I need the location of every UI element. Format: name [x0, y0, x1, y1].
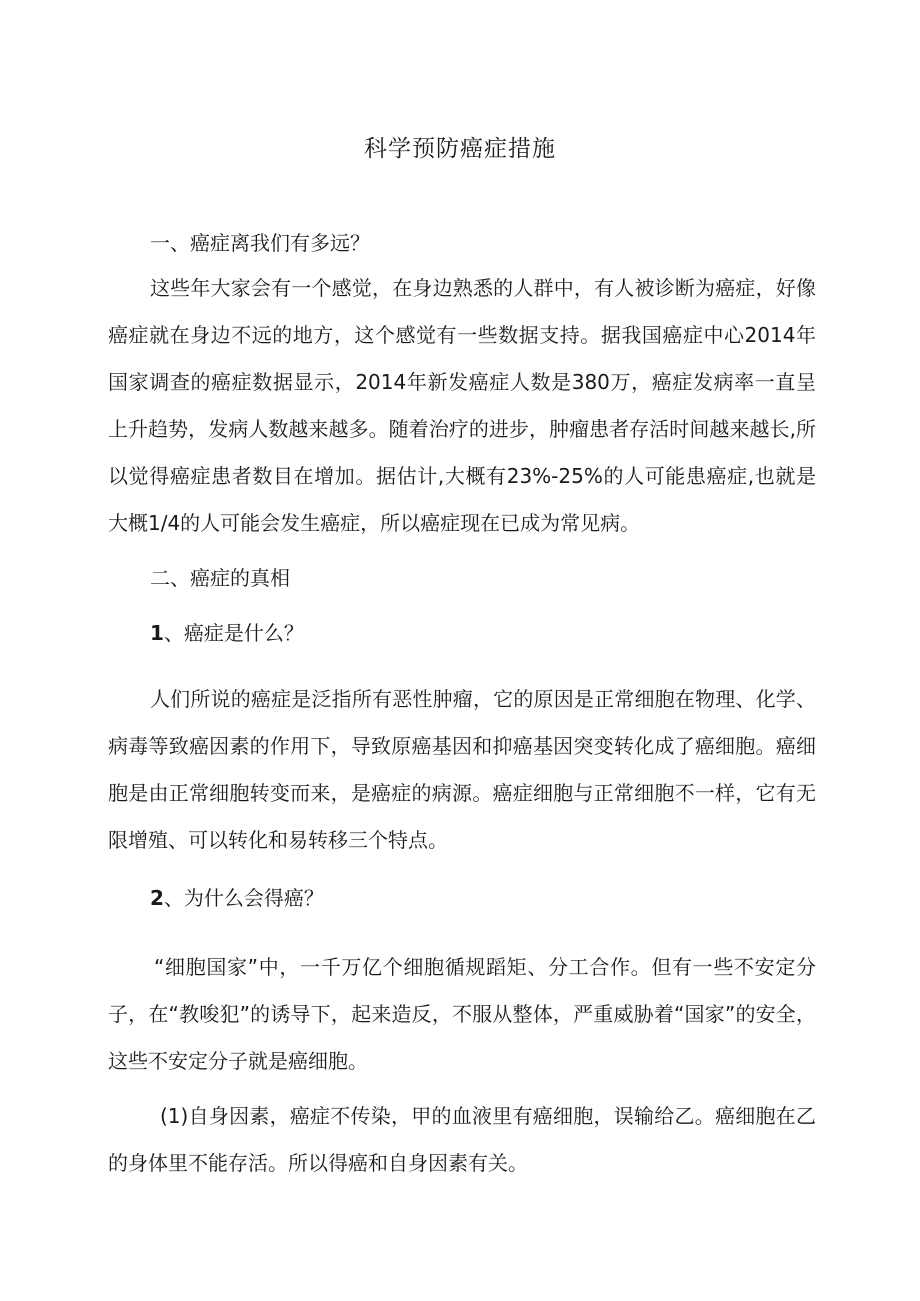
subsection-2-number: 2	[150, 886, 164, 910]
section-1-heading: 一、癌症离我们有多远？	[150, 231, 370, 255]
document-title: 科学预防癌症措施	[364, 136, 556, 162]
subsection-1-number: 1	[150, 621, 164, 645]
subsection-1-heading	[150, 618, 304, 648]
subsection-2-paragraph: “细胞国家”中，一千万亿个细胞循规蹈矩、分工合作。但有一些不安定分子，在“教唆犯”的诱导下，起来造反，不服从整体，严重威胁着“国家”的安全，这些不安定分子就是癌细胞。	[108, 955, 816, 1073]
subsection-1-title: 、癌症是什么？	[163, 621, 304, 645]
subsection-1-paragraph: 人们所说的癌症是泛指所有恶性肿瘤，它的原因是正常细胞在物理、化学、病毒等致癌因素的作用下，导致原癌基因和抑癌基因突变转化成了癌细胞。癌细胞是由正常细胞转变而来，是癌症的病源。癌症细胞与正常细胞不一样，它有无限增殖、可以转化和易转移三个特点。	[108, 687, 816, 852]
subsection-2-item-1: (1)自身因素，癌症不传染，甲的血液里有癌细胞，误输给乙。癌细胞在乙的身体里不能存活。所以得癌和自身因素有关。	[108, 1104, 816, 1175]
subsection-2-title: 、为什么会得癌？	[163, 886, 324, 910]
subsection-2-heading	[150, 883, 324, 913]
section-1-paragraph: 这些年大家会有一个感觉，在身边熟悉的人群中，有人被诊断为癌症，好像癌症就在身边不远的地方，这个感觉有一些数据支持。据我国癌症中心2014年国家调查的癌症数据显示，2014年新发癌症人数是380万，癌症发病率一直呈上升趋势，发病人数越来越多。随着治疗的进步，肿瘤患者存活时间越来越长,所以觉得癌症患者数目在增加。据估计,大概有23%-25%的人可能患癌症,也就是大概1/4的人可能会发生癌症，所以癌症现在已成为常见病。	[108, 276, 816, 535]
section-2-heading: 二、癌症的真相	[150, 566, 290, 590]
